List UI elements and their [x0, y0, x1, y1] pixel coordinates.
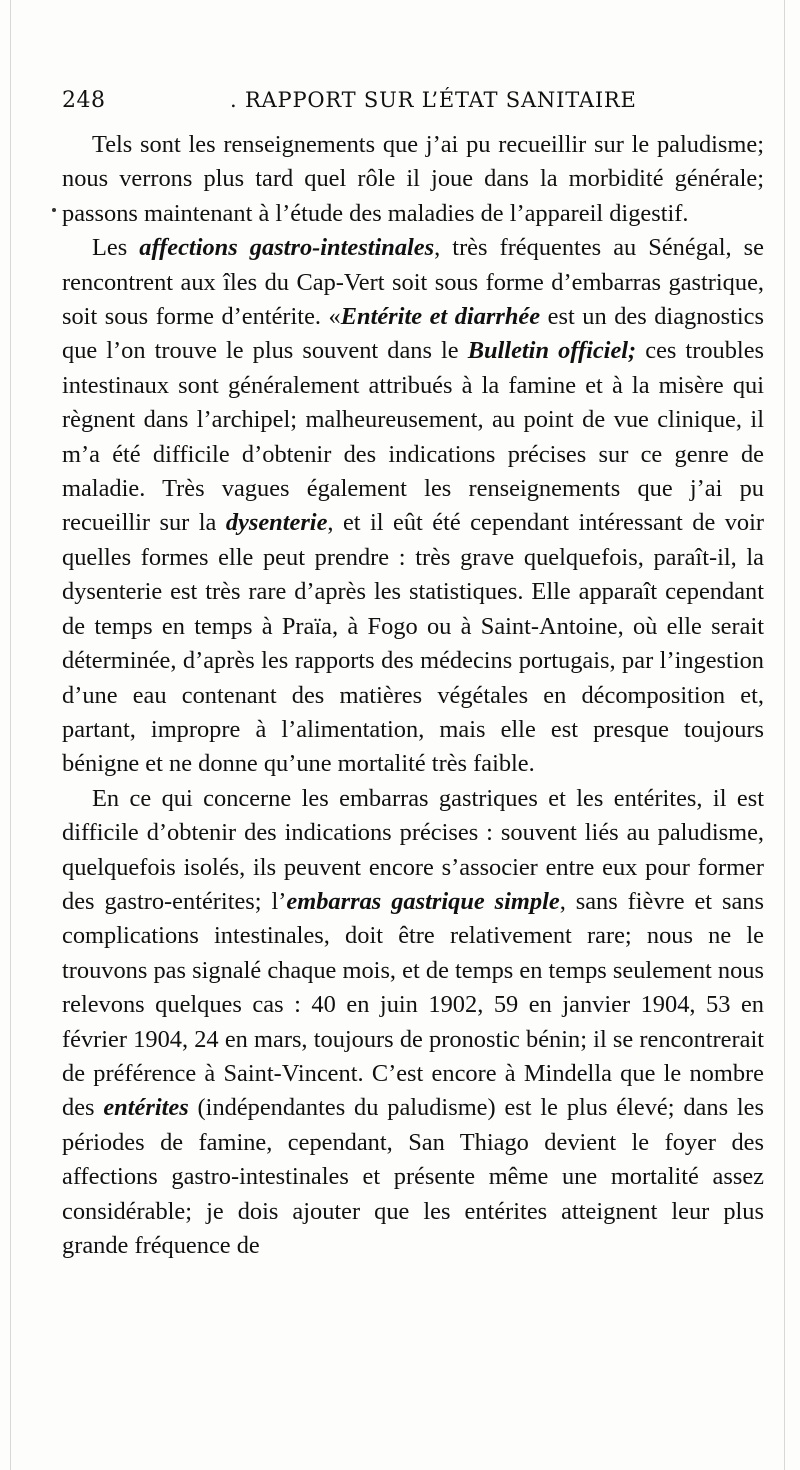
margin-dot	[52, 208, 56, 212]
text-run: est un des diagnostics que l’on trouve le plus souvent dans le	[62, 303, 764, 365]
text-run: Les	[92, 234, 140, 262]
italic-term: Entérite et diarrhée	[340, 303, 541, 331]
body-text	[62, 128, 764, 1263]
text-run: Tels sont les renseignements que j’ai pu recueillir sur le paludisme; nous verrons plus tard quel rôle il joue dans la morbidité générale; passons maintenant à l’étude des maladies de l’appareil digestif.	[62, 131, 764, 227]
page-header	[62, 88, 762, 118]
text-run: (indépendantes du paludisme) est le plus élevé; dans les périodes de famine, cependant, San Thiago devient le foyer des affections gastro-intestinales et présente même une mortalité assez considérable; je dois ajouter que les entérites atteignent leur plus grande fréquence de	[62, 1094, 764, 1259]
scan-edge-line	[784, 0, 785, 1470]
text-run: En ce qui concerne les embarras gastriques et les entérites, il est difficile d’obtenir des indications précises : souvent liés au paludisme, quelquefois isolés, ils peuvent encore s’associer entre eux pour former des gastro-entérites; l’	[62, 784, 764, 915]
text-run: , sans fièvre et sans complications intestinales, doit être relativement rare; nous ne le trouvons pas signalé chaque mois, et de temps en temps seulement nous relevons quelques cas : 40 en juin 1902, 59 en janvier 1904, 53 en février 1904, 24 en mars, toujours de pronostic bénin; il se rencontrerait de préférence à Saint-Vincent. C’est encore à Mindella que le nombre des	[62, 887, 764, 1122]
page-number: 248	[62, 88, 106, 113]
italic-term: entérites	[103, 1094, 189, 1122]
italic-term: affections gastro-intestinales	[139, 234, 435, 262]
italic-term: Bulletin officiel;	[467, 337, 637, 365]
italic-term: embarras gastrique simple	[286, 887, 560, 915]
running-title: . RAPPORT SUR L’ÉTAT SANITAIRE	[230, 88, 637, 112]
scan-edge-line	[10, 0, 11, 1470]
paragraph	[62, 782, 764, 1264]
text-run: , et il eût été cependant intéressant de voir quelles formes elle peut prendre : très grave quelquefois, paraît-il, la dysenterie est très rare d’après les statistiques. Elle apparaît cependant de temps en temps à Praïa, à Fogo ou à Saint-Antoine, où elle serait déterminée, d’après les rapports des médecins portugais, par l’ingestion d’une eau contenant des matières végétales en décomposition et, partant, impropre à l’alimentation, mais elle est presque toujours bénigne et ne donne qu’une mortalité très faible.	[62, 509, 765, 778]
paragraph	[62, 231, 764, 782]
text-run: , très fréquentes au Sénégal, se rencontrent aux îles du Cap-Vert soit sous forme d’embarras gastrique, soit sous forme d’entérite. «	[62, 234, 764, 331]
paragraph	[62, 128, 764, 231]
text-run: ces troubles intestinaux sont généralement attribués à la famine et à la misère qui règnent dans l’archipel; malheureusement, au point de vue clinique, il m’a été difficile d’obtenir des indications précises sur ce genre de maladie. Très vagues également les renseignements que j’ai pu recueillir sur la	[62, 337, 765, 537]
italic-term: dysenterie	[225, 509, 328, 537]
